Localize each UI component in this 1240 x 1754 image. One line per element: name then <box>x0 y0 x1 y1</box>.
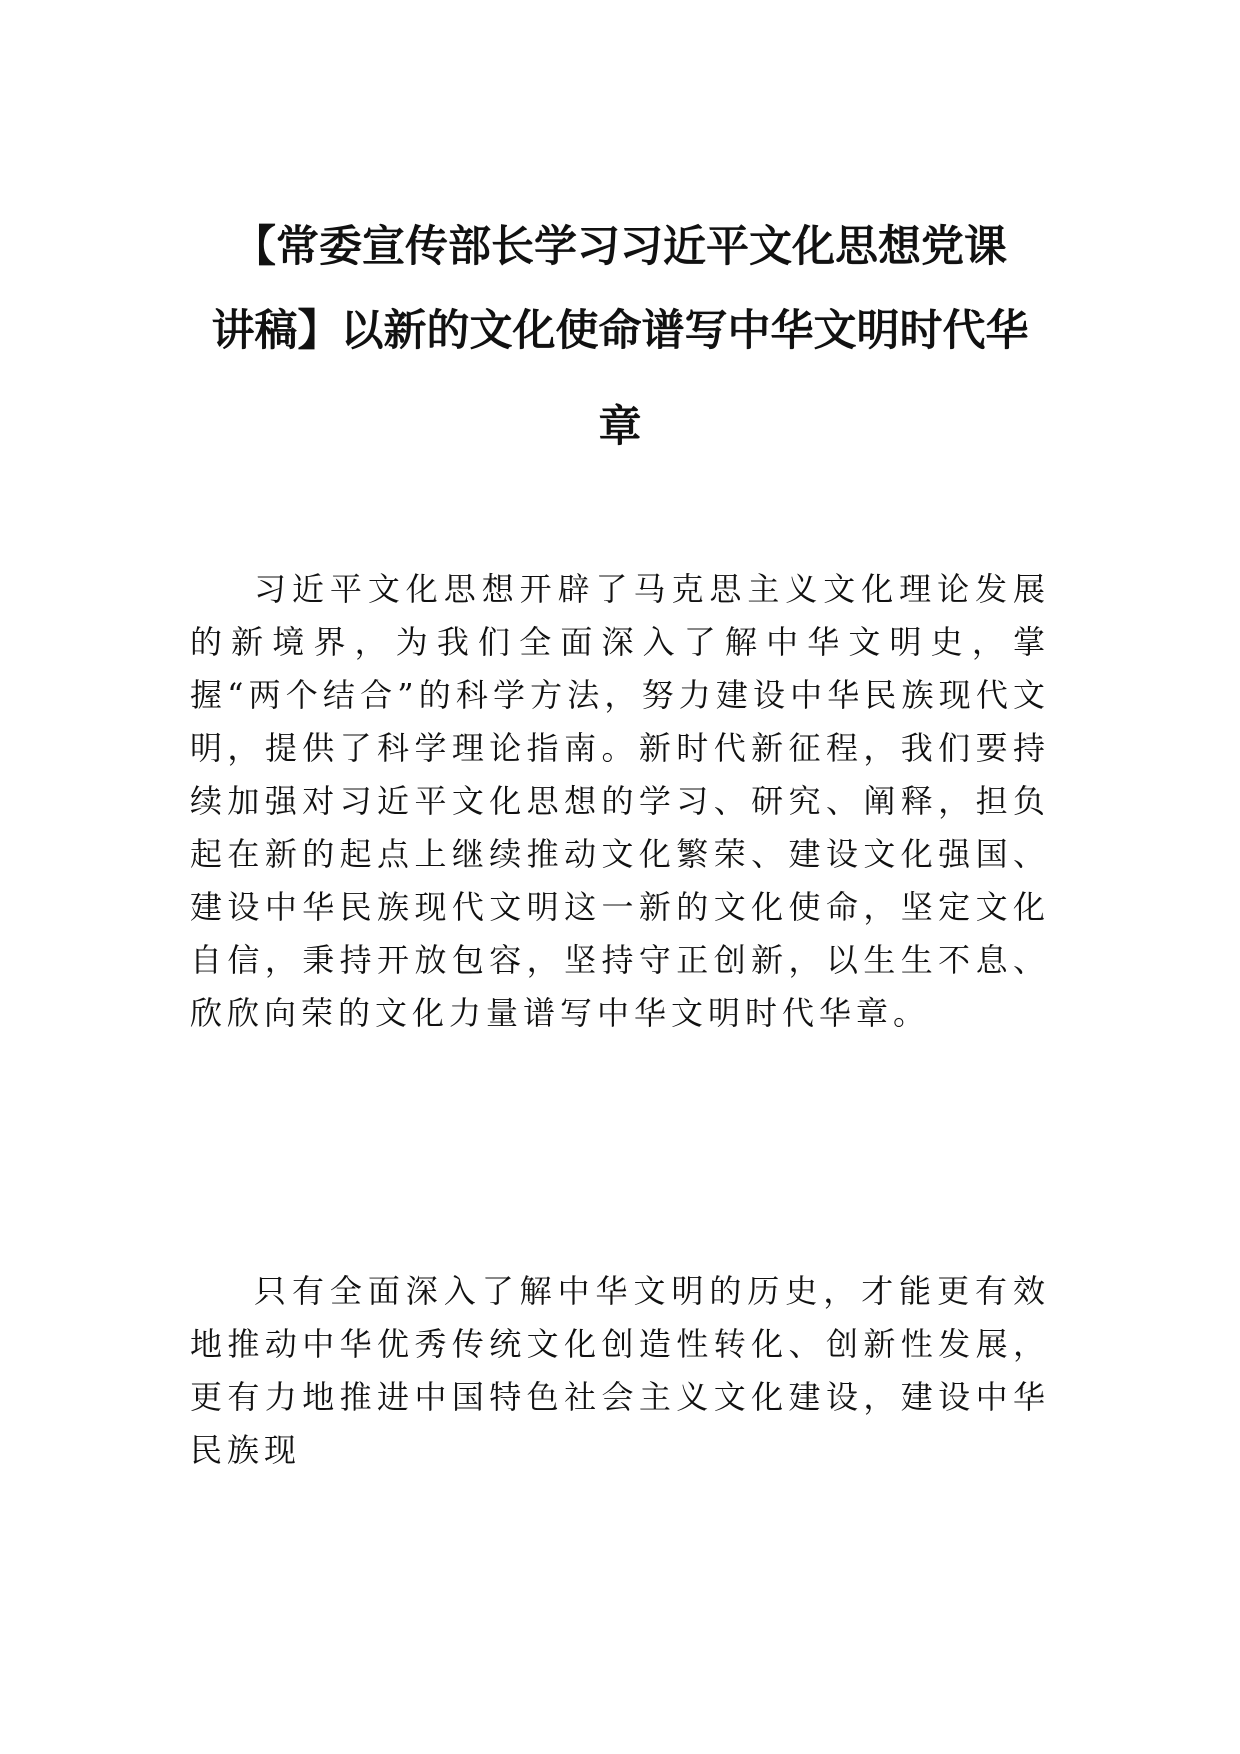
title-line-2: 讲稿】以新的文化使命谱写中华文明时代华 <box>211 306 1029 356</box>
title-line-3: 章 <box>598 402 642 452</box>
document-title <box>180 205 1060 469</box>
body-paragraph-2: 只有全面深入了解中华文明的历史，才能更有效地推动中华优秀传统文化创造性转化、创新性发展，更有力地推进中国特色社会主义文化建设，建设中华民族现 <box>190 1272 1050 1469</box>
body-paragraph-1: 习近平文化思想开辟了马克思主义文化理论发展的新境界，为我们全面深入了解中华文明史，掌握“两个结合”的科学方法，努力建设中华民族现代文明，提供了科学理论指南。新时代新征程，我们要持续加强对习近平文化思想的学习、研究、阐释，担负起在新的起点上继续推动文化繁荣、建设文化强国、建设中华民族现代文明这一新的文化使命，坚定文化自信，秉持开放包容，坚持守正创新，以生生不息、欣欣向荣的文化力量谱写中华文明时代华章。 <box>190 570 1050 1032</box>
title-line-1: 【常委宣传部长学习习近平文化思想党课 <box>233 222 1007 272</box>
